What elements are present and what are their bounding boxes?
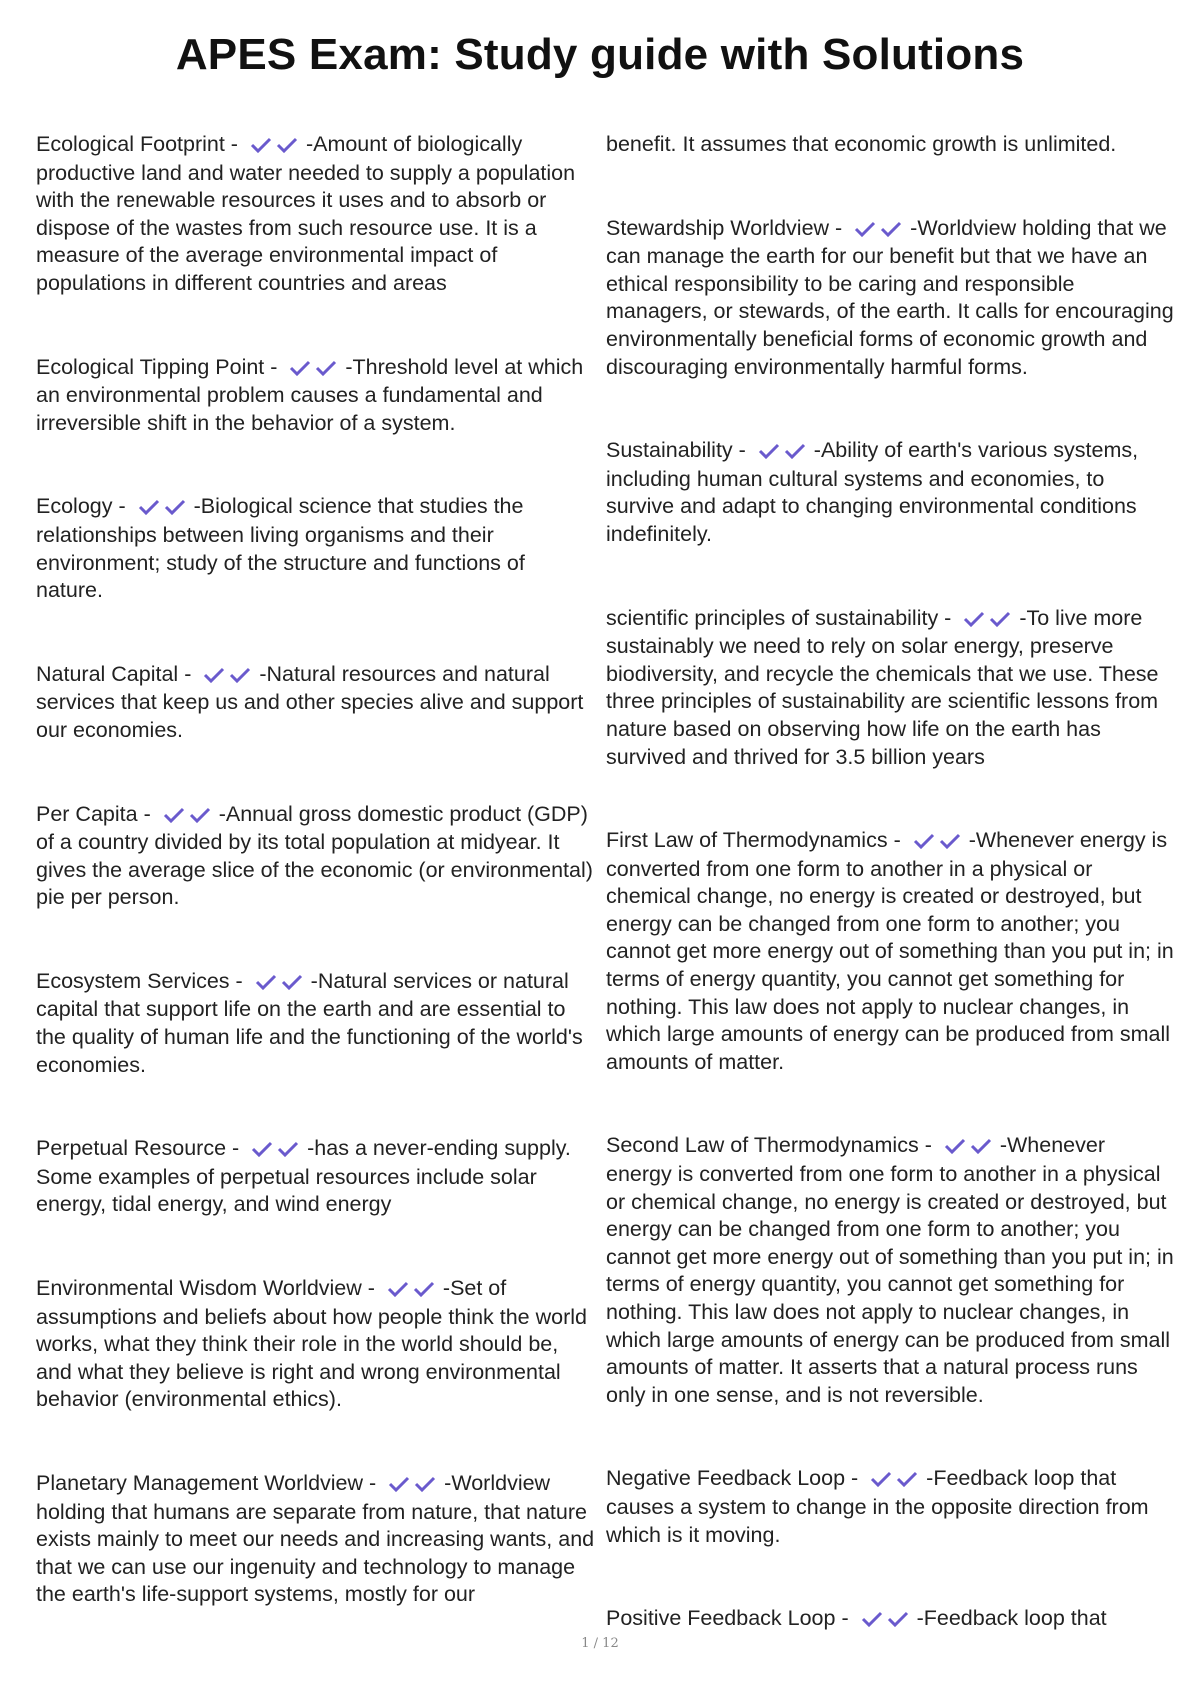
entry-definition: -has a never-ending supply. Some examples of perpetual resources include solar energy, tidal energy, and wind energy bbox=[36, 1136, 571, 1217]
entry-definition: -Annual gross domestic product (GDP) of a country divided by its total population at midyear. It gives the average slice of the economic (or environmental) pie per person. bbox=[36, 801, 593, 910]
entry-definition: -Amount of biologically productive land and water needed to supply a population with the renewable resources it uses and to absorb or dispose of the wastes from such resource use. It is a measure of the average environmental impact of populations in different countries and areas bbox=[36, 132, 576, 295]
entry-term: Planetary Management Worldview bbox=[36, 1471, 364, 1495]
double-check-icon bbox=[163, 802, 215, 830]
entry-definition: -Whenever energy is converted from one form to another in a physical or chemical change, no energy is created or destroyed, but energy can be changed from one form to another; you cannot get more energy out of something than you put in; in terms of energy quantity, you cannot get something for nothing. This law does not apply to nuclear changes, in which large amounts of energy can be produced from small amounts of matter. It asserts that a natural process runs only in one sense, and is not reversible. bbox=[606, 1133, 1174, 1407]
entry-definition: -Threshold level at which an environmental problem causes a fundamental and irreversible shift in the behavior of a system. bbox=[36, 354, 584, 435]
glossary-entry: Perpetual Resource - -has a never-ending supply. Some examples of perpetual resources include solar energy, tidal energy, and wind energy bbox=[36, 1136, 571, 1217]
entry-definition: -Ability of earth's various systems, including human cultural systems and economies, to survive and adapt to changing environmental conditions indefinitely. bbox=[606, 438, 1139, 546]
right-column bbox=[606, 131, 1176, 1690]
entry-term: Stewardship Worldview bbox=[606, 215, 830, 240]
entry-term: Ecological Tipping Point bbox=[36, 354, 265, 379]
entry-definition: -Natural services or natural capital that support life on the earth and are essential to the quality of human life and the functioning of the world's economies. bbox=[36, 968, 583, 1077]
glossary-entry: Ecology - -Biological science that studies the relationships between living organisms and their environment; study of the structure and functions of nature. bbox=[36, 494, 525, 603]
glossary-entry: Planetary Management Worldview - -Worldview holding that humans are separate from nature, that nature exists mainly to meet our needs and increasing wants, and that we can use our ingenuity and technology to manage the earth's life-support systems, mostly for our bbox=[36, 1471, 595, 1607]
entry-term: Ecosystem Services bbox=[36, 968, 230, 993]
double-check-icon bbox=[203, 662, 255, 690]
entry-term: Per Capita bbox=[36, 801, 138, 826]
entry-definition: -To live more sustainably we need to rely on solar energy, preserve biodiversity, and recycle the chemicals that we use. These three principles of sustainability are scientific lessons from nature based on observing how life on the earth has survived and thrived for 3.5 billion years bbox=[606, 605, 1159, 769]
entry-definition: -Worldview holding that we can manage the earth for our benefit but that we have an ethical responsibility to be caring and responsible managers, or stewards, of the earth. It calls for encouraging environmentally beneficial forms of economic growth and discouraging environmentally harmful forms. bbox=[606, 215, 1174, 379]
entry-definition: -Feedback loop that bbox=[916, 1606, 1107, 1631]
glossary-entry: First Law of Thermodynamics - -Whenever energy is converted from one form to another in a physical or chemical change, no energy is created or destroyed, but energy can be changed from one form to another; you cannot get more energy out of something than you put in; in terms of energy quantity, you cannot get something for nothing. This law does not apply to nuclear changes, in which large amounts of energy can be produced from small amounts of matter. bbox=[606, 828, 1174, 1074]
entry-definition: -Feedback loop that causes a system to change in the opposite direction from which is it moving. bbox=[606, 1466, 1149, 1547]
glossary-entry: Per Capita - -Annual gross domestic product (GDP) of a country divided by its total population at midyear. It gives the average slice of the economic (or environmental) pie per person. bbox=[36, 801, 593, 910]
glossary-entry: Sustainability - -Ability of earth's various systems, including human cultural systems and economies, to survive and adapt to changing environmental conditions indefinitely. bbox=[606, 438, 1139, 546]
glossary-entry: Ecosystem Services - -Natural services or natural capital that support life on the earth and are essential to the quality of human life and the functioning of the world's economies. bbox=[36, 968, 583, 1077]
entry-definition: -Biological science that studies the relationships between living organisms and their environment; study of the structure and functions of nature. bbox=[36, 494, 525, 603]
page-number: 1 / 12 bbox=[581, 1636, 619, 1651]
glossary-entry: Stewardship Worldview - -Worldview holding that we can manage the earth for our benefit but that we have an ethical responsibility to be caring and responsible managers, or stewards, of the earth. It calls for encouraging environmentally beneficial forms of economic growth and discouraging environmentally harmful forms. bbox=[606, 215, 1174, 379]
glossary-entry: Negative Feedback Loop - -Feedback loop that causes a system to change in the opposite direction from which is it moving. bbox=[606, 1466, 1149, 1547]
glossary-entry: Natural Capital - -Natural resources and natural services that keep us and other species alive and support our economies. bbox=[36, 661, 584, 742]
double-check-icon bbox=[963, 606, 1015, 634]
glossary-entry: Ecological Footprint - -Amount of biologically productive land and water needed to supply a population with the renewable resources it uses and to absorb or dispose of the wastes from such resource use. It is a measure of the average environmental impact of populations in different countries and areas bbox=[36, 132, 576, 295]
glossary-entry: scientific principles of sustainability - -To live more sustainably we need to rely on solar energy, preserve biodiversity, and recycle the chemicals that we use. These three principles of sustainability are scientific lessons from nature based on observing how life on the earth has survived and thrived for 3.5 billion years bbox=[606, 605, 1159, 769]
glossary-entry: Environmental Wisdom Worldview - -Set of assumptions and beliefs about how people think the world works, what they think their role in the world should be, and what they believe is right and wrong environmental behavior (environmental ethics). bbox=[36, 1276, 587, 1412]
entry-term: Ecological Footprint bbox=[36, 132, 225, 156]
entry-term: First Law of Thermodynamics bbox=[606, 828, 888, 853]
entry-definition: -Set of assumptions and beliefs about how people think the world works, what they think their role in the world should be, and what they believe is right and wrong environmental behavior (environmental ethics). bbox=[36, 1276, 587, 1412]
entry-definition: -Whenever energy is converted from one form to another in a physical or chemical change, no energy is created or destroyed, but energy can be changed from one form to another; you cannot get more energy out of something than you put in; in terms of energy quantity, you cannot get something for nothing. This law does not apply to nuclear changes, in which large amounts of energy can be produced from small amounts of matter. bbox=[606, 828, 1174, 1074]
entry-term: Perpetual Resource bbox=[36, 1136, 227, 1161]
entry-term: Negative Feedback Loop bbox=[606, 1466, 846, 1491]
entry-term: Environmental Wisdom Worldview bbox=[36, 1276, 362, 1301]
glossary-entry: Second Law of Thermodynamics - -Whenever energy is converted from one form to another in a physical or chemical change, no energy is created or destroyed, but energy can be changed from one form to another; you cannot get more energy out of something than you put in; in terms of energy quantity, you cannot get something for nothing. This law does not apply to nuclear changes, in which large amounts of energy can be produced from small amounts of matter. It asserts that a natural process runs only in one sense, and is not reversible. bbox=[606, 1133, 1174, 1407]
glossary-entry: Positive Feedback Loop - -Feedback loop that bbox=[606, 1605, 1176, 1634]
entry-definition: -Worldview holding that humans are separate from nature, that nature exists mainly to meet our needs and increasing wants, and that we can use our ingenuity and technology to manage the earth's life-support systems, mostly for our bbox=[36, 1471, 595, 1607]
left-column bbox=[36, 131, 596, 1665]
double-check-icon bbox=[289, 355, 341, 383]
entry-definition: -Natural resources and natural services that keep us and other species alive and support our economies. bbox=[36, 661, 584, 742]
glossary-entry: Ecological Tipping Point - -Threshold level at which an environmental problem causes a fundamental and irreversible shift in the behavior of a system. bbox=[36, 354, 584, 435]
double-check-icon bbox=[250, 132, 302, 160]
continued-text: benefit. It assumes that economic growth is unlimited. bbox=[606, 132, 1117, 156]
double-check-icon bbox=[758, 438, 810, 466]
entry-term: Positive Feedback Loop bbox=[606, 1606, 836, 1631]
double-check-icon bbox=[387, 1276, 439, 1304]
double-check-icon bbox=[944, 1133, 996, 1161]
entry-term: Natural Capital bbox=[36, 661, 179, 686]
double-check-icon bbox=[251, 1136, 303, 1164]
double-check-icon bbox=[388, 1471, 440, 1499]
double-check-icon bbox=[854, 216, 906, 244]
entry-term: Ecology bbox=[36, 494, 113, 519]
double-check-icon bbox=[861, 1606, 913, 1634]
double-check-icon bbox=[255, 969, 307, 997]
entry-term: scientific principles of sustainability bbox=[606, 605, 939, 630]
double-check-icon bbox=[138, 494, 190, 522]
double-check-icon bbox=[913, 828, 965, 856]
entry-term: Sustainability bbox=[606, 438, 733, 463]
page-title: APES Exam: Study guide with Solutions bbox=[175, 30, 1025, 79]
entry-term: Second Law of Thermodynamics bbox=[606, 1133, 919, 1158]
double-check-icon bbox=[870, 1466, 922, 1494]
